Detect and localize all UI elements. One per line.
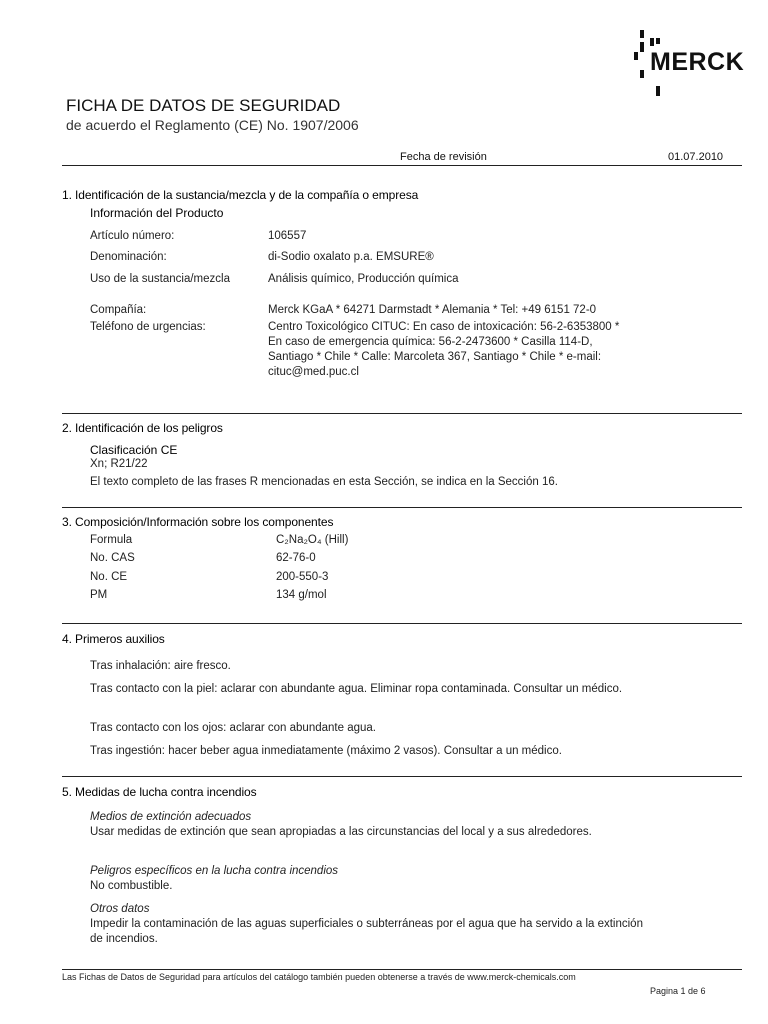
classification-note: El texto completo de las frases R mencionadas en esta Sección, se indica en la Sección 16. [90, 476, 558, 488]
first-aid-inhalation: Tras inhalación: aire fresco. [90, 660, 231, 672]
footer-divider [62, 969, 742, 970]
footer-note: Las Fichas de Datos de Seguridad para artículos del catálogo también pueden obtenerse a través de www.merck-chemicals.com [62, 972, 576, 982]
section-1-title: 1. Identificación de la sustancia/mezcla y de la compañía o empresa [62, 188, 419, 202]
extinction-media-text: Usar medidas de extinción que sean apropiadas a las circunstancias del local y a sus alrededores. [90, 826, 592, 838]
emergency-phone-label: Teléfono de urgencias: [90, 321, 206, 333]
logo-dash-icon [656, 38, 660, 44]
section-3-title: 3. Composición/Información sobre los componentes [62, 515, 334, 529]
first-aid-eyes: Tras contacto con los ojos: aclarar con abundante agua. [90, 722, 376, 734]
logo-dash-icon [640, 70, 644, 78]
page-number: Pagina 1 de 6 [650, 986, 706, 996]
company-value: Merck KGaA * 64271 Darmstadt * Alemania * Tel: +49 6151 72-0 [268, 304, 597, 316]
section-2-subtitle: Clasificación CE [90, 443, 178, 457]
first-aid-skin: Tras contacto con la piel: aclarar con abundante agua. Eliminar ropa contaminada. Consultar un médico. [90, 683, 623, 695]
section-5-title: 5. Medidas de lucha contra incendios [62, 785, 257, 799]
article-number-label: Artículo número: [90, 230, 175, 242]
formula-label: Formula [90, 534, 133, 546]
merck-logo [628, 26, 745, 102]
specific-hazards-text: No combustible. [90, 880, 173, 892]
ce-label: No. CE [90, 571, 128, 583]
document-title: FICHA DE DATOS DE SEGURIDAD [66, 96, 341, 115]
logo-dash-icon [640, 30, 644, 38]
divider [62, 623, 742, 624]
section-4-title: 4. Primeros auxilios [62, 632, 165, 646]
logo-dash-icon [634, 52, 638, 60]
emergency-phone-line-3: Santiago * Chile * Calle: Marcoleta 367, Santiago * Chile * e-mail: [268, 351, 602, 363]
other-data-heading: Otros datos [90, 903, 150, 915]
divider [62, 776, 742, 777]
divider [62, 413, 742, 414]
emergency-phone-line-1: Centro Toxicológico CITUC: En caso de intoxicación: 56-2-6353800 * [268, 321, 620, 333]
section-2-title: 2. Identificación de los peligros [62, 421, 223, 435]
logo-dash-icon [650, 38, 654, 46]
document-subtitle: de acuerdo el Reglamento (CE) No. 1907/2006 [66, 117, 359, 133]
formula-value: C₂Na₂O₄ (Hill) [276, 534, 349, 546]
usage-value: Análisis químico, Producción química [268, 273, 459, 285]
classification-value: Xn; R21/22 [90, 458, 148, 470]
cas-value: 62-76-0 [276, 552, 316, 564]
pm-label: PM [90, 589, 108, 601]
first-aid-ingestion: Tras ingestión: hacer beber agua inmediatamente (máximo 2 vasos). Consultar a un médico. [90, 745, 562, 757]
revision-label: Fecha de revisión [400, 151, 487, 163]
denomination-label: Denominación: [90, 251, 167, 263]
pm-value: 134 g/mol [276, 589, 327, 601]
logo-dash-icon [640, 42, 644, 52]
cas-label: No. CAS [90, 552, 135, 564]
logo-text: MERCK [650, 48, 745, 76]
extinction-media-heading: Medios de extinción adecuados [90, 811, 252, 823]
emergency-phone-line-2: En caso de emergencia química: 56-2-2473600 * Casilla 114-D, [268, 336, 593, 348]
divider [62, 165, 742, 166]
other-data-text: Impedir la contaminación de las aguas superficiales o subterráneas por el agua que ha servido a la extinción de incendios. [90, 918, 643, 945]
logo-dash-icon [656, 86, 660, 96]
denomination-value: di-Sodio oxalato p.a. EMSURE® [268, 251, 434, 263]
revision-date: 01.07.2010 [668, 151, 724, 163]
article-number-value: 106557 [268, 230, 307, 242]
specific-hazards-heading: Peligros específicos en la lucha contra incendios [90, 865, 339, 877]
emergency-phone-line-4: cituc@med.puc.cl [268, 366, 359, 378]
section-1-subtitle: Información del Producto [90, 206, 224, 220]
company-label: Compañía: [90, 304, 147, 316]
ce-value: 200-550-3 [276, 571, 329, 583]
usage-label: Uso de la sustancia/mezcla [90, 273, 230, 285]
divider [62, 507, 742, 508]
